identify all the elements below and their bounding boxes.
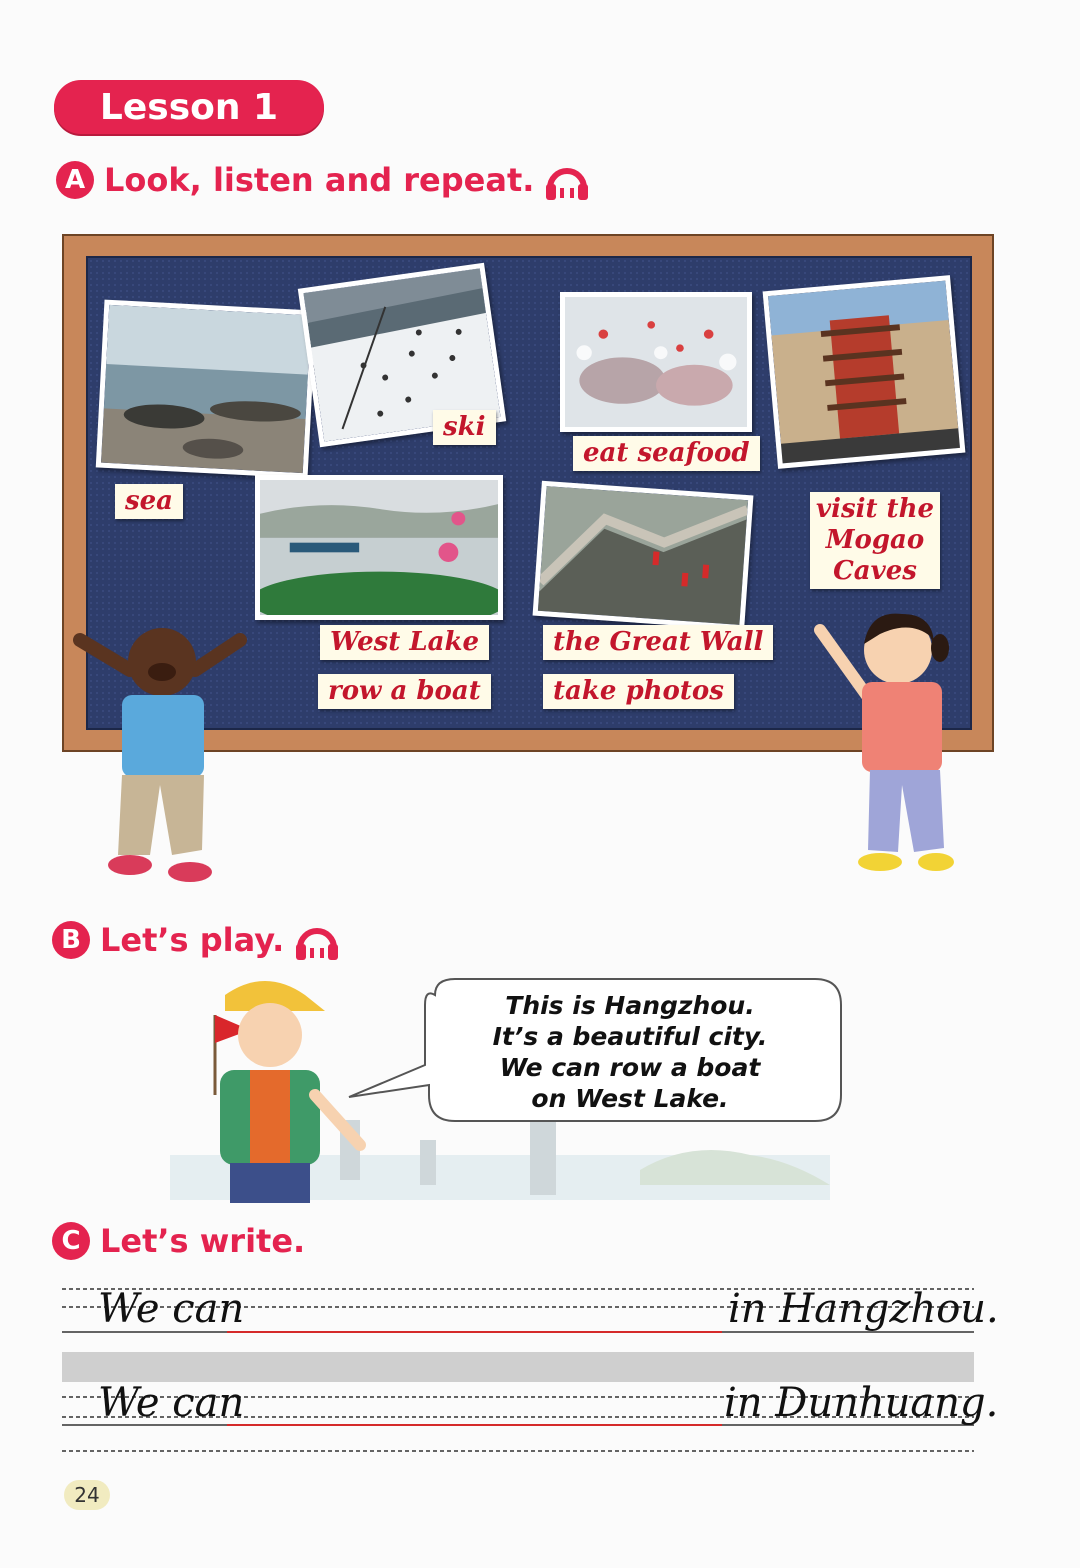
section-c-title: Let’s write. — [100, 1222, 306, 1260]
section-c-letter: C — [52, 1222, 90, 1260]
section-a-heading — [56, 158, 590, 202]
west-lake-photo — [255, 475, 503, 620]
line1-end: in Hangzhou. — [728, 1286, 999, 1332]
boy-illustration — [60, 610, 260, 885]
section-a-letter: A — [56, 161, 94, 199]
section-b-title: Let’s play. — [100, 921, 285, 959]
tag-take-photos: take photos — [543, 674, 734, 709]
line1-start: We can — [98, 1286, 245, 1332]
tag-west-lake: West Lake — [320, 625, 489, 660]
tag-great-wall: the Great Wall — [543, 625, 773, 660]
tag-ski: ski — [433, 410, 496, 445]
tag-eat-seafood: eat seafood — [573, 436, 760, 471]
line2-end: in Dunhuang. — [724, 1380, 999, 1426]
speech-line: This is Hangzhou. — [505, 991, 755, 1020]
headphone-icon[interactable] — [544, 158, 590, 202]
girl-illustration — [810, 600, 970, 885]
section-a-title: Look, listen and repeat. — [104, 161, 535, 199]
headphone-icon[interactable] — [294, 918, 340, 962]
section-b-heading — [52, 918, 340, 962]
sea-photo — [96, 300, 317, 479]
page-number: 24 — [64, 1480, 110, 1510]
speech-line: It’s a beautiful city. — [492, 1022, 768, 1051]
tag-sea: sea — [115, 484, 183, 519]
tag-visit-line2: Mogao — [825, 525, 925, 555]
section-b-letter: B — [52, 921, 90, 959]
speech-text — [450, 990, 810, 1114]
lesson-title: Lesson 1 — [54, 80, 324, 134]
tag-row-a-boat: row a boat — [318, 674, 491, 709]
great-wall-photo — [533, 481, 754, 630]
speech-line: on West Lake. — [531, 1084, 729, 1113]
tag-visit-line3: Caves — [833, 556, 917, 586]
seafood-photo — [560, 292, 752, 432]
tag-visit-line1: visit the — [816, 494, 935, 524]
speech-line: We can row a boat — [499, 1053, 761, 1082]
section-c-heading — [52, 1222, 305, 1260]
mogao-photo — [763, 275, 966, 469]
line2-start: We can — [98, 1380, 245, 1426]
tag-visit-mogao-caves — [810, 492, 940, 589]
